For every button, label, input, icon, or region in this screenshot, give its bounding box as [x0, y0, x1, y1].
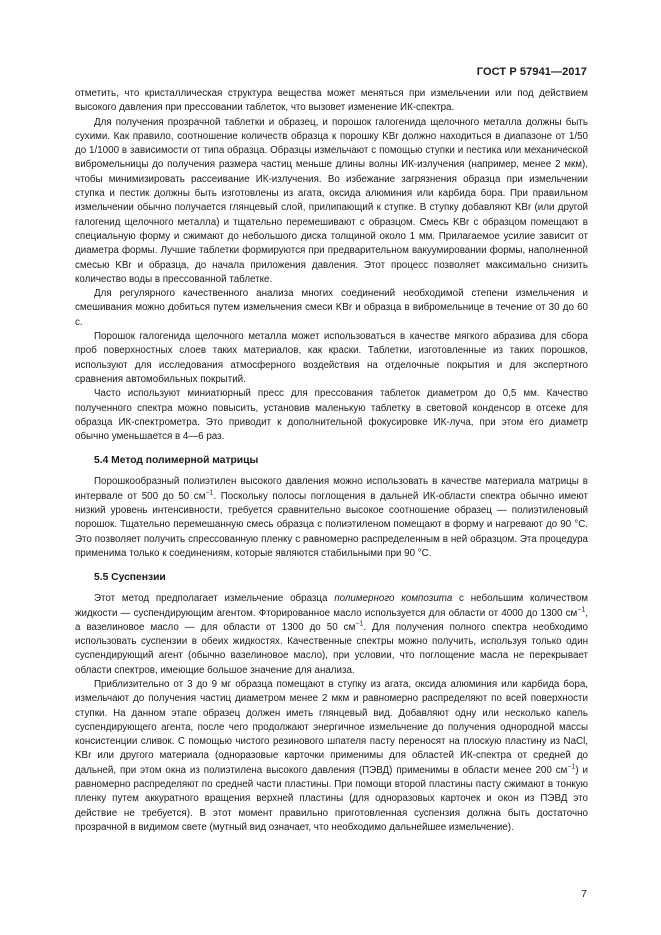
- superscript: −1: [577, 606, 586, 614]
- paragraph-abrasive-powder: Порошок галогенида щелочного металла может использоваться в качестве мягкого абразива для сбора проб поверхностных слоев таких материалов, как краски. Таблетки, изготовленные из таких порошков, используют для исследования атмосферного воздействия на отделочные покрытия и для экспертного сравнения автомобильных покрытий.: [75, 331, 588, 385]
- standard-header: ГОСТ Р 57941—2017: [476, 66, 587, 78]
- superscript: −1: [567, 763, 576, 771]
- superscript: −1: [205, 489, 214, 497]
- section-5-5-paragraph-2: [75, 678, 588, 835]
- section-5-5-title: 5.5 Суспензии: [94, 572, 166, 584]
- text-run: . Поскольку полосы поглощения в дальней ИК-области спектра обычно имеют низкий уровень интенсивности, требуется сравнительно высокое соотношение образец — полиэтиленовый порошок. Тщательно перемешанную смесь образца с полиэтиленом помещают в форму и нагревают до 90 °С. Это позволяет получить спрессованную пленку с равномерно распределенным в ней образцом. Эта процедура применима только к соединениям, которые являются стабильными при 90 °С.: [75, 490, 588, 559]
- text-run: Приблизительно от 3 до 9 мг образца помещают в ступку из агата, оксида алюминия или карбида бора, измельчают до получения частиц диаметром менее 2 мкм и равномерно распределяют по всей поверхности ступки. На данном этапе образец должен иметь глянцевый вид. Добавляют одну или несколько капель суспендирующего агента, после чего продолжают энергичное измельчение до получения однородной массы консистенции сливок. С помощью чистого резинового шпателя пасту переносят на плоскую пластину из NaCl, KBr или другого материала (одноразовые карточки применимы для областей ИК-спектра от средней до дальней, при этом окна из полиэтилена высокого давления (ПЭВД) применимы в области менее 200 см: [75, 678, 588, 776]
- section-5-4-paragraph: [75, 475, 588, 561]
- paragraph-transparent-tablet: Для получения прозрачной таблетки и образец, и порошок галогенида щелочного металла должны быть сухими. Как правило, соотношение количеств образца к порошку KBr должно находиться в диапазоне от 1/50 до 1/1000 в зависимости от типа образца. Образцы измельчают с помощью ступки и пестика или механической вибромельницы до получения размера частиц меньше длины волны ИК-излучения (например, менее 2 мкм), чтобы минимизировать рассеивание ИК-излучения. Во избежание загрязнения образца при измельчении ступка и пестик должны быть изготовлены из агата, оксида алюминия или карбида бора. При правильном измельчении обычно получается глянцевый слой, прилипающий к ступке. В ступку добавляют KBr (или другой галогенид щелочного металла) и тщательно перемешивают с образцом. Смесь KBr с образцом помещают в специальную форму и сжимают до небольшого диска толщиной около 1 мм. Прилагаемое усилие зависит от диаметра формы. Лучшие таблетки формируются при предварительном вакуумировании формы, наполненной смесью KBr и образца, до начала приложения давления. Этот процесс позволяет максимально снизить количество воды в прессованной таблетке.: [75, 116, 588, 285]
- text-run: Порошкообразный полиэтилен высокого давления можно использовать в качестве материала матрицы в интервале от 500 до 50 см: [75, 476, 588, 502]
- document-body: [75, 87, 588, 835]
- page-number: 7: [581, 888, 587, 900]
- text-run: с небольшим количеством жидкости — суспендирующим агентом. Фторированное масло используется для области от 4000 до 1300 см: [75, 593, 588, 619]
- section-5-4-title: 5.4 Метод полимерной матрицы: [94, 455, 259, 467]
- paragraph-miniature-press: Часто используют миниатюрный пресс для прессования таблеток диаметром до 0,5 мм. Качество полученного спектра можно повысить, установив маленькую таблетку в световой конденсор в отсеке для образца ИК-спектрометра. Это приводит к дополнительной фокусировке ИК-луча, при этом его диаметр обычно уменьшается в 4—6 раз.: [75, 388, 588, 443]
- text-run: Этот метод предполагает измельчение образца: [94, 593, 335, 605]
- section-5-5-paragraph-1: [75, 592, 588, 678]
- superscript: −1: [355, 620, 364, 628]
- emphasis-term: полимерного композита: [334, 593, 453, 605]
- text-run: ) и равномерно распределяют по средней части пластины. При помощи второй пластины пасту сжимают в тонкую пленку путем аккуратного вращения верхней пластины (для одноразовых карточек и окон из ПЭВД это действие не требуется). В этот момент правильно приготовленная суспензия должна быть достаточно прозрачной в видимом свете (мутный вид означает, что необходимо дальнейшее измельчение).: [75, 764, 588, 833]
- paragraph-qualitative-analysis: Для регулярного качественного анализа многих соединений необходимой степени измельчения и смешивания можно добиться путем измельчения смеси KBr и образца в вибромельнице в течение от 30 до 60 с.: [75, 288, 588, 328]
- text-run: , а вазелиновое масло — для области от 1300 до 50 см: [75, 607, 588, 633]
- text-run: . Для получения полного спектра необходимо использовать суспензии в обеих жидкостях. Качественные спектры можно получить, используя только один суспендирующий агент (обычно вазелиновое масло), при условии, что поглощение масла не перекрывает области спектров, имеющие большое значение для анализа.: [75, 621, 588, 676]
- paragraph-continuation: отметить, что кристаллическая структура вещества может меняться при измельчении или под действием высокого давления при прессовании таблеток, что вызовет изменение ИК-спектра.: [75, 88, 588, 114]
